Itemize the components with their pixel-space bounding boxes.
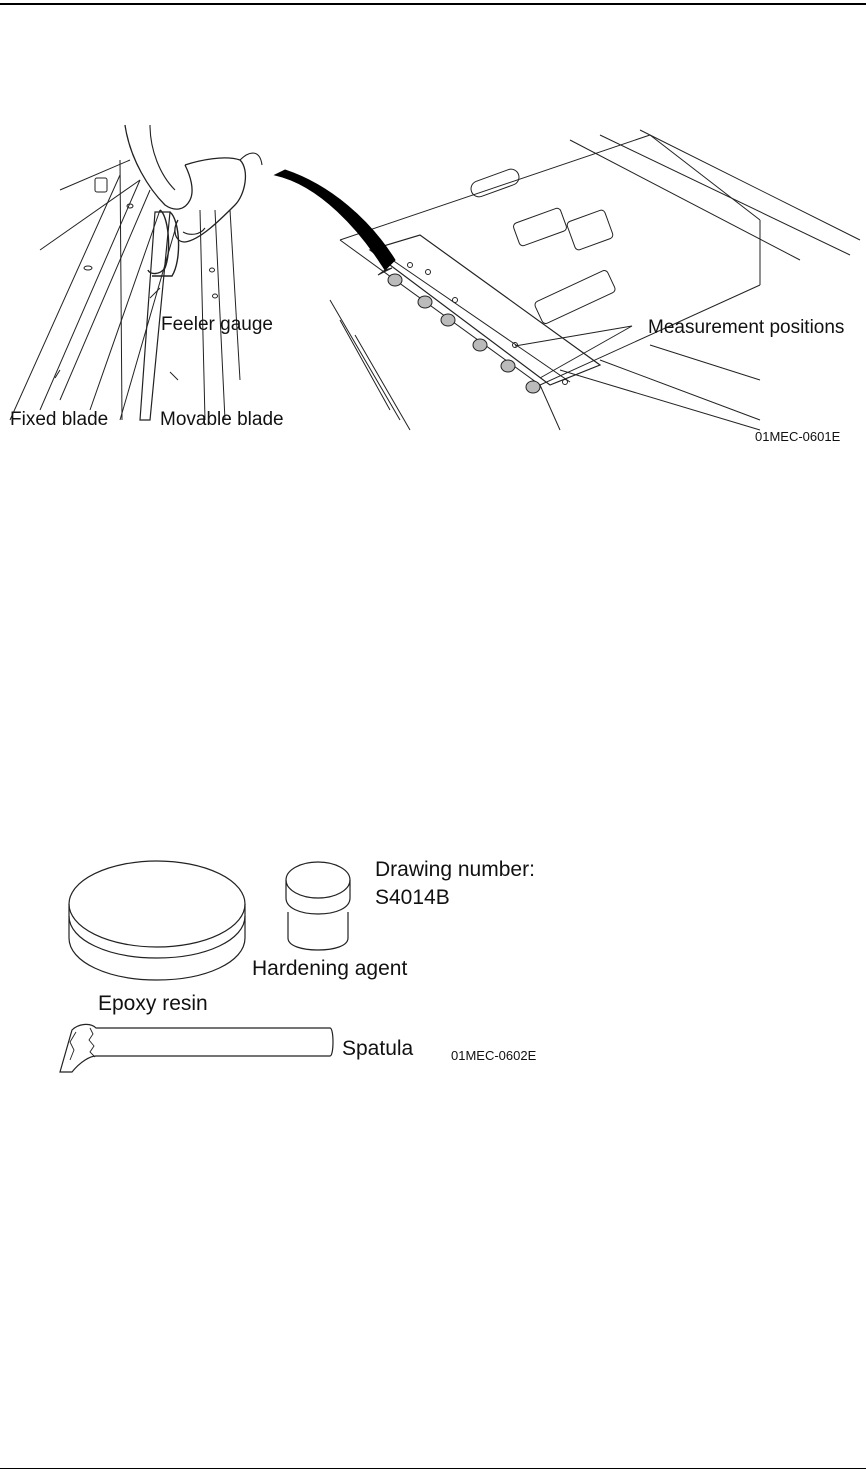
movable-blade-label: Movable blade	[160, 409, 284, 430]
header-rule	[0, 3, 866, 5]
hardening-agent-label: Hardening agent	[252, 957, 408, 980]
figure-code: 01MEC-0602E	[451, 1048, 537, 1063]
fixed-blade-label: Fixed blade	[10, 409, 109, 430]
epoxy-kit-illustration	[0, 850, 866, 1080]
spatula-label: Spatula	[342, 1037, 414, 1060]
blade-clearance-figure	[0, 120, 866, 450]
blade-detail-drawing	[10, 125, 262, 420]
callout-arrow	[275, 170, 395, 270]
footer-rule	[0, 1468, 866, 1469]
epoxy-kit-figure	[0, 850, 866, 1080]
measurement-positions-label: Measurement positions	[648, 317, 845, 338]
drawing-number-label: Drawing number:	[375, 858, 535, 881]
blade-clearance-illustration	[0, 120, 866, 450]
figure-code: 01MEC-0601E	[755, 429, 841, 444]
epoxy-resin-tin	[69, 861, 245, 980]
drawing-number-value: S4014B	[375, 886, 450, 909]
epoxy-resin-label: Epoxy resin	[98, 992, 208, 1015]
hardening-agent-jar	[286, 862, 350, 950]
feeler-gauge-label: Feeler gauge	[161, 314, 273, 335]
machine-top-drawing	[330, 130, 860, 430]
spatula-drawing	[60, 1024, 333, 1072]
